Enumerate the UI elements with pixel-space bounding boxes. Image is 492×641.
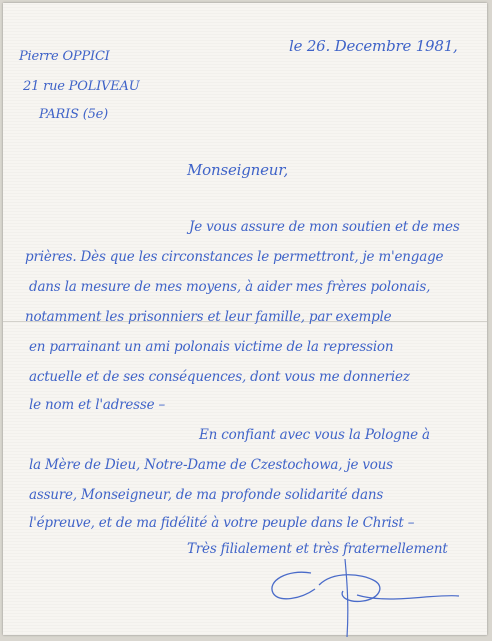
salutation: Monseigneur, [187,161,289,179]
body-line: la Mère de Dieu, Notre-Dame de Czestochowa, je vous [29,457,393,473]
signature-mark [253,551,473,641]
body-line: En confiant avec vous la Pologne à [199,427,430,443]
body-line: prières. Dès que les circonstances le permettront, je m'engage [25,249,444,265]
body-line: l'épreuve, et de ma fidélité à votre peuple dans le Christ – [29,515,415,531]
sender-name: Pierre OPPICI [19,49,110,64]
closing: Très filialement et très fraternellement [187,541,448,557]
body-line: en parrainant un ami polonais victime de la repression [29,339,394,355]
body-line: assure, Monseigneur, de ma profonde solidarité dans [29,487,384,503]
letter-page [3,3,487,635]
letter-date: le 26. Decembre 1981, [289,37,458,55]
body-line: le nom et l'adresse – [29,397,166,413]
body-line: dans la mesure de mes moyens, à aider mes frères polonais, [29,279,431,295]
body-line: actuelle et de ses conséquences, dont vous me donneriez [29,369,410,385]
sender-street: 21 rue POLIVEAU [23,79,140,94]
body-line: Je vous assure de mon soutien et de mes [189,219,460,235]
body-line: notamment les prisonniers et leur famille, par exemple [25,309,392,325]
sender-city: PARIS (5e) [39,107,109,122]
